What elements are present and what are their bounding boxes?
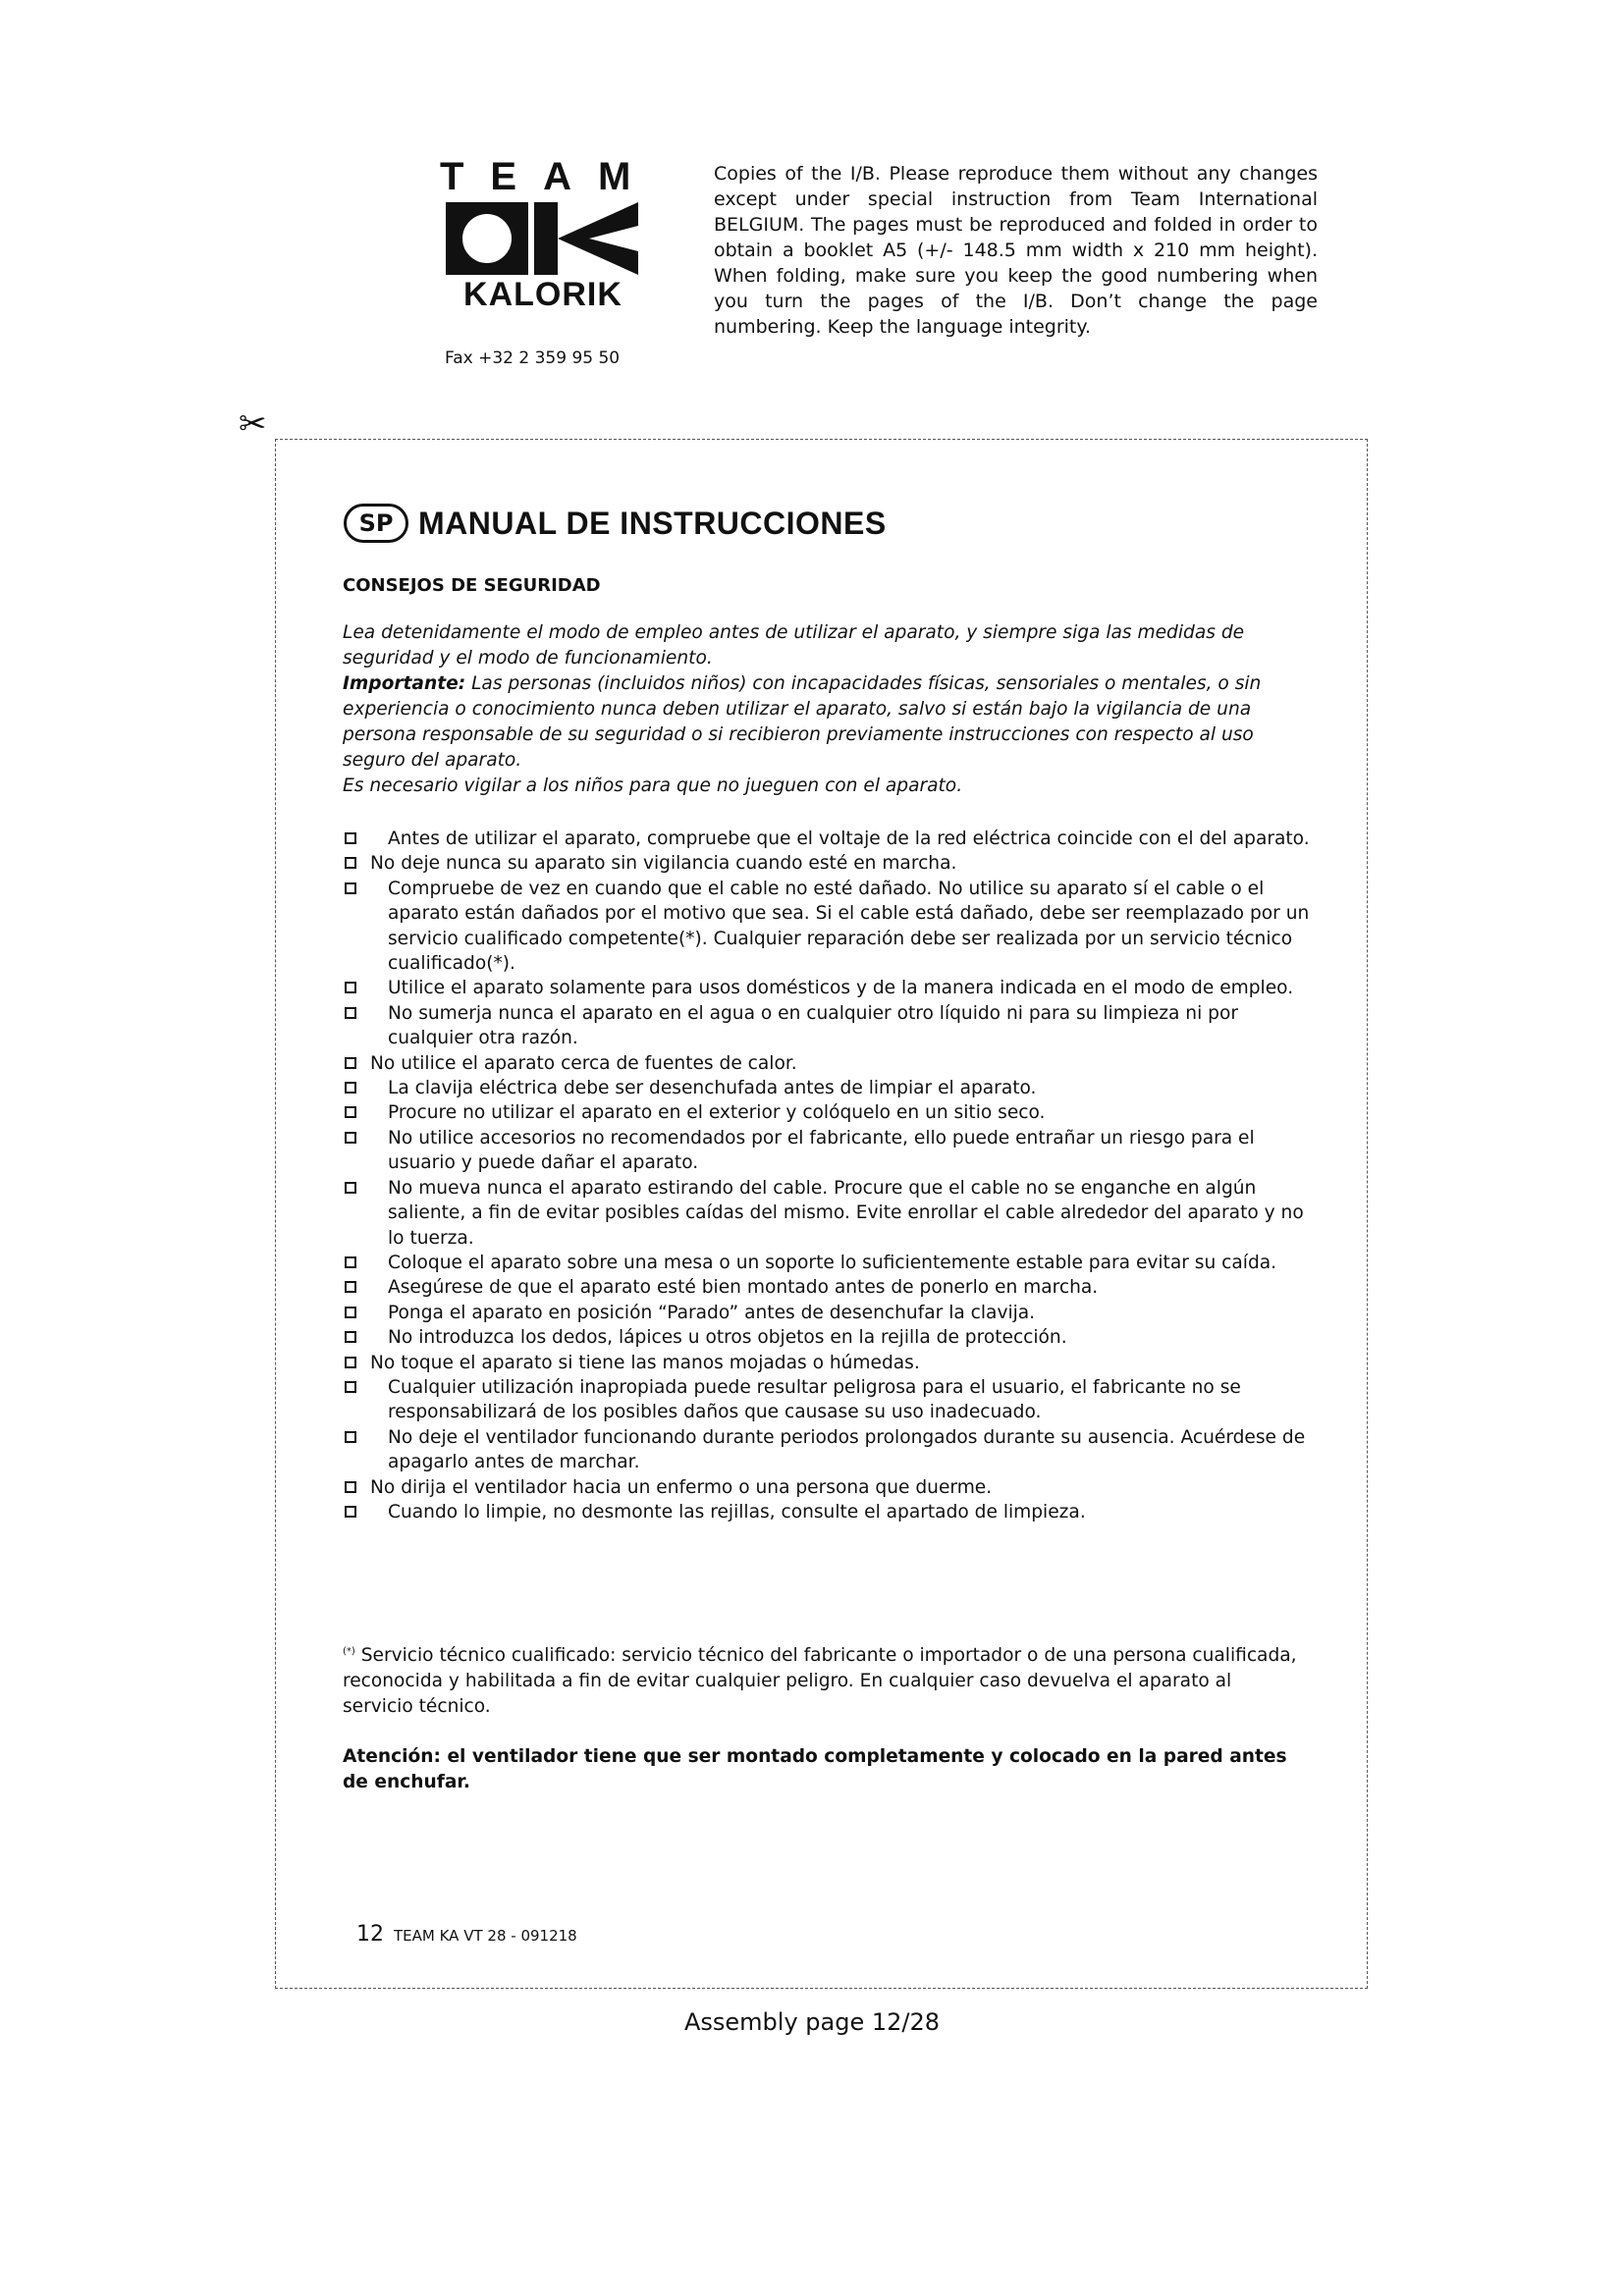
list-item: No utilice accesorios no recomendados por el fabricante, ello puede entrañar un riesgo para el usuario y puede dañar el aparato. <box>343 1126 1315 1176</box>
intro-paragraph: Lea detenidamente el modo de empleo antes de utilizar el aparato, y siempre siga las medidas de seguridad y el modo de funcionamiento. <box>343 622 1245 668</box>
list-item: No introduzca los dedos, lápices u otros objetos en la rejilla de protección. <box>343 1325 1315 1350</box>
checkbox-bullet-icon <box>345 1281 356 1293</box>
checkbox-bullet-icon <box>345 1331 356 1343</box>
list-item: Cualquier utilización inapropiada puede resultar peligrosa para el usuario, el fabricante no se responsabilizará de los posibles daños que causase su uso inadecuado. <box>343 1375 1315 1425</box>
checkbox-bullet-icon <box>345 982 356 993</box>
page-footer <box>356 1922 577 1947</box>
list-item: Utilice el aparato solamente para usos domésticos y de la manera indicada en el modo de empleo. <box>343 976 1315 1000</box>
list-item: Compruebe de vez en cuando que el cable no esté dañado. No utilice su aparato sí el cable o el aparato están dañados por el motivo que sea. Si el cable está dañado, debe ser reemplazado por un servicio cualificado competente(*). Cualquier reparación debe ser realizada por un servicio técnico cualificado(*). <box>343 877 1315 977</box>
list-item: Cuando lo limpie, no desmonte las rejillas, consulte el apartado de limpieza. <box>343 1500 1315 1524</box>
scissors-icon: ✂ <box>239 404 267 444</box>
list-item: No deje el ventilador funcionando durante periodos prolongados durante su ausencia. Acuérdese de apagarlo antes de marchar. <box>343 1425 1315 1475</box>
list-item: La clavija eléctrica debe ser desenchufada antes de limpiar el aparato. <box>343 1076 1315 1100</box>
checkbox-bullet-icon <box>345 1381 356 1393</box>
list-item: No utilice el aparato cerca de fuentes de calor. <box>343 1051 1315 1076</box>
safety-warnings-list <box>343 827 1315 1524</box>
list-item: Asegúrese de que el aparato esté bien montado antes de ponerlo en marcha. <box>343 1275 1315 1300</box>
checkbox-bullet-icon <box>345 1256 356 1268</box>
checkbox-bullet-icon <box>345 882 356 894</box>
checkbox-bullet-icon <box>345 1007 356 1019</box>
checkbox-bullet-icon <box>345 1057 356 1069</box>
checkbox-bullet-icon <box>345 1132 356 1144</box>
assembly-page-label: Assembly page 12/28 <box>683 2008 941 2036</box>
list-item: No toque el aparato si tiene las manos mojadas o húmedas. <box>343 1351 1315 1375</box>
footnote-text: Servicio técnico cualificado: servicio técnico del fabricante o importador o de una persona cualificada, reconocida y habilitada a fin de evitar cualquier peligro. En cualquier caso devuelva el aparato al servicio técnico. <box>343 1645 1297 1718</box>
list-item: No sumerja nunca el aparato en el agua o en cualquier otro líquido ni para su limpieza ni por cualquier otra razón. <box>343 1001 1315 1051</box>
checkbox-bullet-icon <box>345 1106 356 1118</box>
checkbox-bullet-icon <box>345 1481 356 1493</box>
list-item: Ponga el aparato en posición “Parado” antes de desenchufar la clavija. <box>343 1301 1315 1325</box>
kalorik-emblem-icon <box>446 202 638 275</box>
checkbox-bullet-icon <box>345 1307 356 1318</box>
document-reference: TEAM KA VT 28 - 091218 <box>394 1927 577 1945</box>
checkbox-bullet-icon <box>345 1431 356 1443</box>
list-item: No mueva nunca el aparato estirando del cable. Procure que el cable no se enganche en algún saliente, a fin de evitar posibles caídas del mismo. Evite enrollar el cable alrededor del aparato y no lo tuerza. <box>343 1176 1315 1251</box>
checkbox-bullet-icon <box>345 1182 356 1194</box>
important-text: Las personas (incluidos niños) con incapacidades físicas, sensoriales o mentales, o sin experiencia o conocimiento nunca deben utilizar el aparato, salvo si están bajo la vigilancia de una persona responsable de su seguridad o si recibieron previamente instrucciones con respecto al uso seguro del aparato. <box>343 673 1262 771</box>
fax-number: Fax +32 2 359 95 50 <box>445 348 621 368</box>
checkbox-bullet-icon <box>345 1506 356 1518</box>
checkbox-bullet-icon <box>345 857 356 869</box>
checkbox-bullet-icon <box>345 832 356 844</box>
important-paragraph <box>343 671 1295 774</box>
list-item: Procure no utilizar el aparato en el exterior y colóquelo en un sitio seco. <box>343 1100 1315 1125</box>
section-heading: CONSEJOS DE SEGURIDAD <box>343 575 601 596</box>
page-title: MANUAL DE INSTRUCCIONES <box>418 505 887 541</box>
list-item: No deje nunca su aparato sin vigilancia cuando esté en marcha. <box>343 851 1315 876</box>
footnote-mark: (*) <box>343 1646 355 1657</box>
safety-intro <box>343 620 1295 799</box>
children-note: Es necesario vigilar a los niños para que no jueguen con el aparato. <box>343 775 963 796</box>
manual-title <box>344 501 887 546</box>
service-footnote <box>343 1639 1300 1720</box>
logo-kalorik-text: KALORIK <box>463 276 623 313</box>
checkbox-bullet-icon <box>345 1082 356 1094</box>
language-badge: SP <box>344 504 408 543</box>
team-kalorik-logo <box>440 155 658 314</box>
list-item: Antes de utilizar el aparato, compruebe que el voltaje de la red eléctrica coincide con el del aparato. <box>343 827 1315 851</box>
attention-note: Atención: el ventilador tiene que ser montado completamente y colocado en la pared antes de enchufar. <box>343 1746 1287 1792</box>
page-number: 12 <box>356 1922 384 1947</box>
important-label: Importante: <box>343 673 466 694</box>
checkbox-bullet-icon <box>345 1357 356 1368</box>
reproduction-instructions: Copies of the I/B. Please reproduce them without any changes except under special instruction from Team International BELGIUM. The pages must be reproduced and folded in order to obtain a booklet A5 (+/- 148.5 mm width x 210 mm height). When folding, make sure you keep the good numbering when you turn the pages of the I/B. Don’t change the page numbering. Keep the language integrity. <box>714 163 1318 338</box>
list-item: Coloque el aparato sobre una mesa o un soporte lo suficientemente estable para evitar su caída. <box>343 1251 1315 1275</box>
list-item: No dirija el ventilador hacia un enfermo o una persona que duerme. <box>343 1475 1315 1500</box>
logo-team-text: TEAM <box>440 155 658 198</box>
